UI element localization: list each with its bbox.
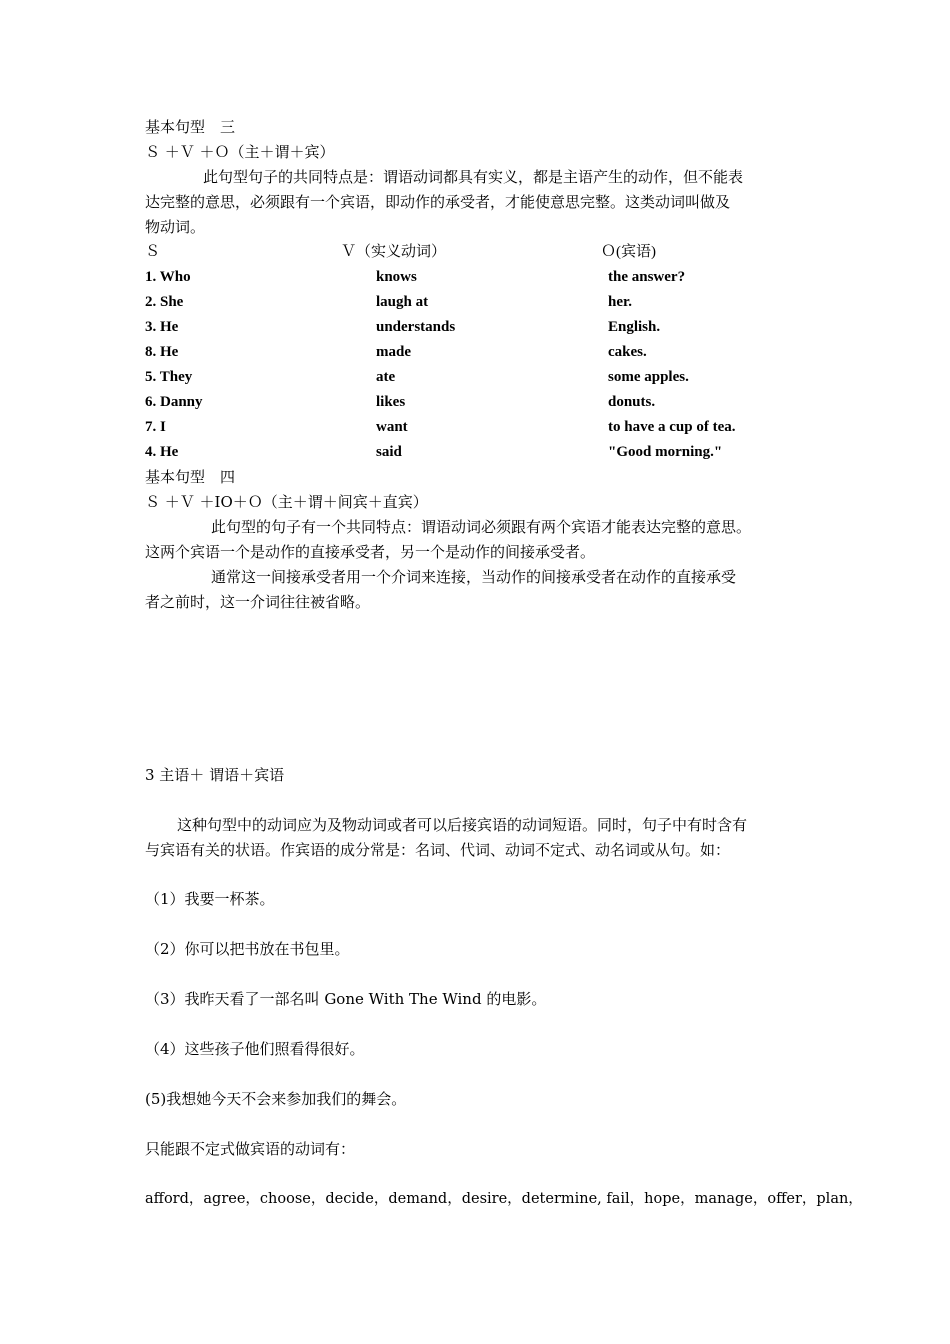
row-verb: made: [376, 344, 411, 360]
table-row: [145, 340, 845, 365]
header-verb: Ｖ（实义动词）: [341, 244, 447, 260]
section4-paragraph-line: 这两个宾语一个是动作的直接承受者，另一个是动作的间接承受者。: [145, 543, 596, 561]
row-verb: said: [376, 444, 402, 460]
infinitive-intro: 只能跟不定式做宾语的动词有：: [145, 1140, 356, 1158]
row-object: English.: [608, 319, 661, 335]
row-object: cakes.: [608, 344, 647, 360]
row-verb: ate: [376, 369, 396, 385]
row-verb: want: [376, 419, 408, 435]
table-row: [145, 315, 845, 340]
section3-paragraph-line: 达完整的意思，必须跟有一个宾语，即动作的承受者，才能使意思完整。这类动词叫做及: [145, 193, 731, 211]
row-object: to have a cup of tea.: [608, 419, 736, 435]
section4-paragraph-line: 此句型的句子有一个共同特点：谓语动词必须跟有两个宾语才能表达完整的意思。: [211, 518, 752, 536]
row-subject: 8. He: [145, 344, 179, 360]
row-verb: understands: [376, 319, 456, 335]
section3-paragraph-line: 此句型句子的共同特点是：谓语动词都具有实义，都是主语产生的动作，但不能表: [203, 168, 744, 186]
row-subject: 7. I: [145, 419, 166, 435]
row-subject: 2. She: [145, 294, 184, 310]
example-item: （3）我昨天看了一部名叫 Gone With The Wind 的电影。: [145, 990, 547, 1008]
row-object: her.: [608, 294, 633, 310]
section4-title: 基本句型 四: [145, 468, 236, 486]
table-row: [145, 265, 845, 290]
table-row: [145, 440, 845, 465]
table-row: [145, 415, 845, 440]
row-verb: knows: [376, 269, 417, 285]
table-row: [145, 365, 845, 390]
example-item: （4）这些孩子他们照看得很好。: [145, 1040, 365, 1058]
example-item: (5)我想她今天不会来参加我们的舞会。: [145, 1090, 407, 1108]
svo-title: 3 主语＋ 谓语＋宾语: [145, 766, 285, 784]
example-item: （1）我要一杯茶。: [145, 890, 275, 908]
row-subject: 1. Who: [145, 269, 191, 285]
section4-formula: Ｓ ＋Ｖ ＋IO＋Ｏ（主＋谓＋间宾＋直宾）: [145, 493, 428, 511]
row-subject: 5. They: [145, 369, 193, 385]
row-object: some apples.: [608, 369, 689, 385]
section4-paragraph-line: 通常这一间接承受者用一个介词来连接，当动作的间接承受者在动作的直接承受: [211, 568, 737, 586]
row-subject: 4. He: [145, 444, 179, 460]
header-object: Ｏ(宾语): [601, 244, 656, 260]
svo-paragraph-line: 这种句型中的动词应为及物动词或者可以后接宾语的动词短语。同时，句子中有时含有: [177, 816, 748, 834]
row-object: donuts.: [608, 394, 656, 410]
section3-formula: Ｓ ＋Ｖ ＋Ｏ（主＋谓＋宾）: [145, 143, 335, 161]
table-header: [145, 240, 845, 265]
row-subject: 3. He: [145, 319, 179, 335]
table-row: [145, 390, 845, 415]
section3-paragraph-line: 物动词。: [145, 218, 206, 236]
verb-list: afford，agree，choose，decide，demand，desire，determine, fail，hope，manage，offer，plan，: [145, 1191, 863, 1207]
section4-paragraph-line: 者之前时，这一介词往往被省略。: [145, 593, 371, 611]
row-subject: 6. Danny: [145, 394, 203, 410]
row-object: the answer?: [608, 269, 686, 285]
row-verb: likes: [376, 394, 406, 410]
header-subject: Ｓ: [145, 244, 161, 260]
table-row: [145, 290, 845, 315]
row-verb: laugh at: [376, 294, 429, 310]
example-item: （2）你可以把书放在书包里。: [145, 940, 350, 958]
section3-title: 基本句型 三: [145, 118, 236, 136]
svo-paragraph-line: 与宾语有关的状语。作宾语的成分常是：名词、代词、动词不定式、动名词或从句。如：: [145, 841, 731, 859]
row-object: "Good morning.": [608, 444, 723, 460]
